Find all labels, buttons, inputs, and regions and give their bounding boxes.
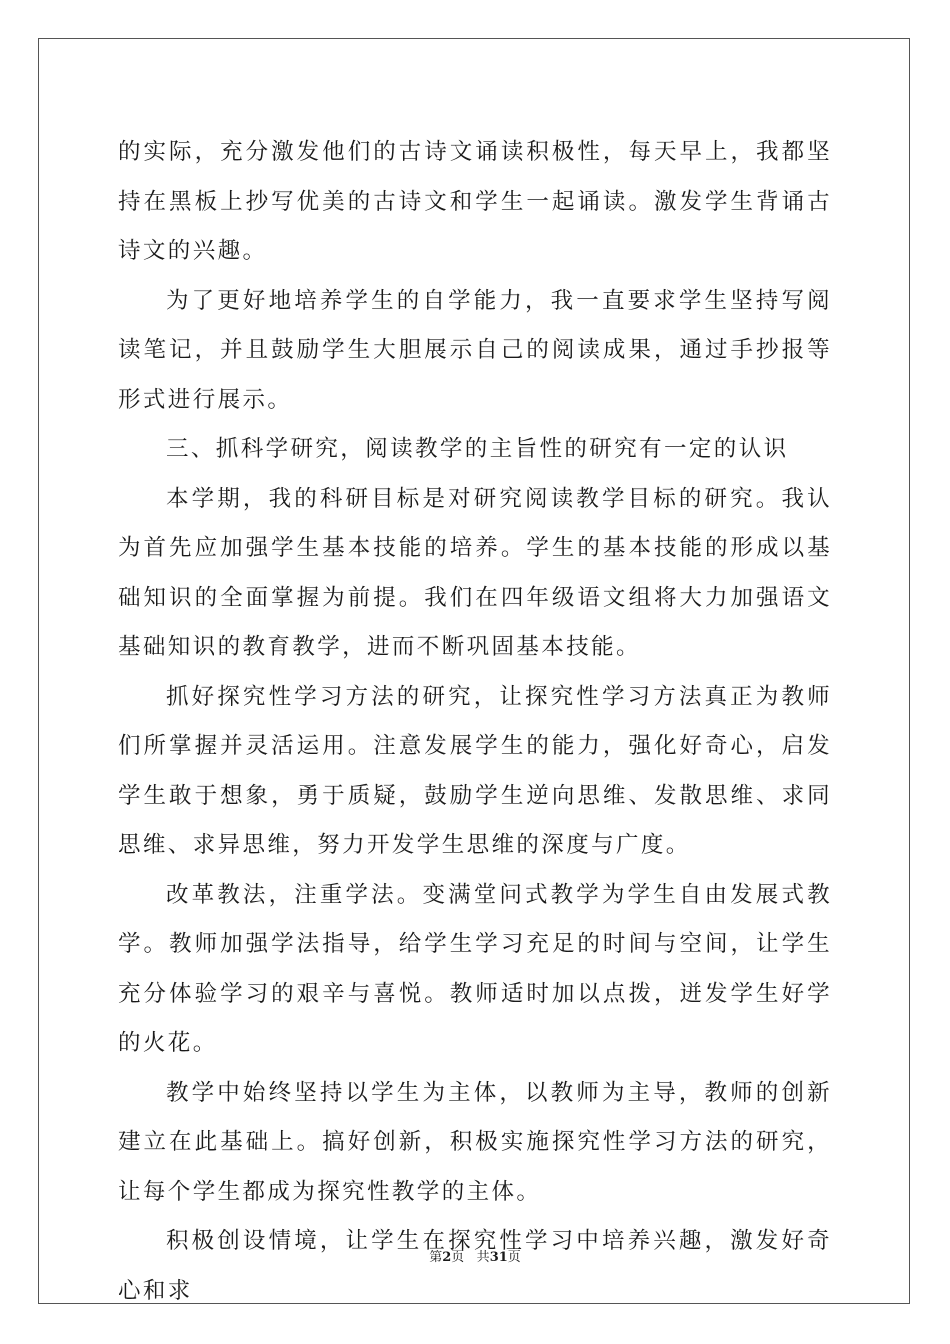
total-suffix: 页: [507, 1250, 521, 1265]
total-pages: 31: [489, 1250, 508, 1265]
page-footer: [0, 1246, 950, 1265]
section-heading: 三、抓科学研究，阅读教学的主旨性的研究有一定的认识: [166, 436, 789, 462]
paragraph: 本学期，我的科研目标是对研究阅读教学目标的研究。我认为首先应加强学生基本技能的培养。学生的基本技能的形成以基础知识的全面掌握为前提。我们在四年级语文组将大力加强语文基础知识的教育教学，进而不断巩固基本技能。: [118, 485, 832, 660]
paragraph: 的实际，充分激发他们的古诗文诵读积极性，每天早上，我都坚持在黑板上抄写优美的古诗文和学生一起诵读。激发学生背诵古诗文的兴趣。: [118, 139, 832, 264]
paragraph: 为了更好地培养学生的自学能力，我一直要求学生坚持写阅读笔记，并且鼓励学生大胆展示自己的阅读成果，通过手抄报等形式进行展示。: [118, 287, 832, 413]
paragraph: 积极创设情境，让学生在探究性学习中培养兴趣，激发好奇心和求: [118, 1228, 832, 1304]
paragraph: 教学中始终坚持以学生为主体，以教师为主导，教师的创新建立在此基础上。搞好创新，积极实施探究性学习方法的研究，让每个学生都成为探究性教学的主体。: [118, 1079, 832, 1205]
page-number: 2: [442, 1250, 452, 1265]
page-prefix: 第: [429, 1250, 443, 1265]
document-body: [118, 128, 832, 1316]
page-suffix: 页: [451, 1250, 465, 1265]
total-prefix: 共: [476, 1250, 490, 1265]
paragraph: 改革教法，注重学法。变满堂问式教学为学生自由发展式教学。教师加强学法指导，给学生学习充足的时间与空间，让学生充分体验学习的艰辛与喜悦。教师适时加以点拨，迸发学生好学的火花。: [118, 881, 832, 1056]
paragraph: 抓好探究性学习方法的研究，让探究性学习方法真正为教师们所掌握并灵活运用。注意发展学生的能力，强化好奇心，启发学生敢于想象，勇于质疑，鼓励学生逆向思维、发散思维、求同思维、求异思维，努力开发学生思维的深度与广度。: [118, 683, 832, 858]
